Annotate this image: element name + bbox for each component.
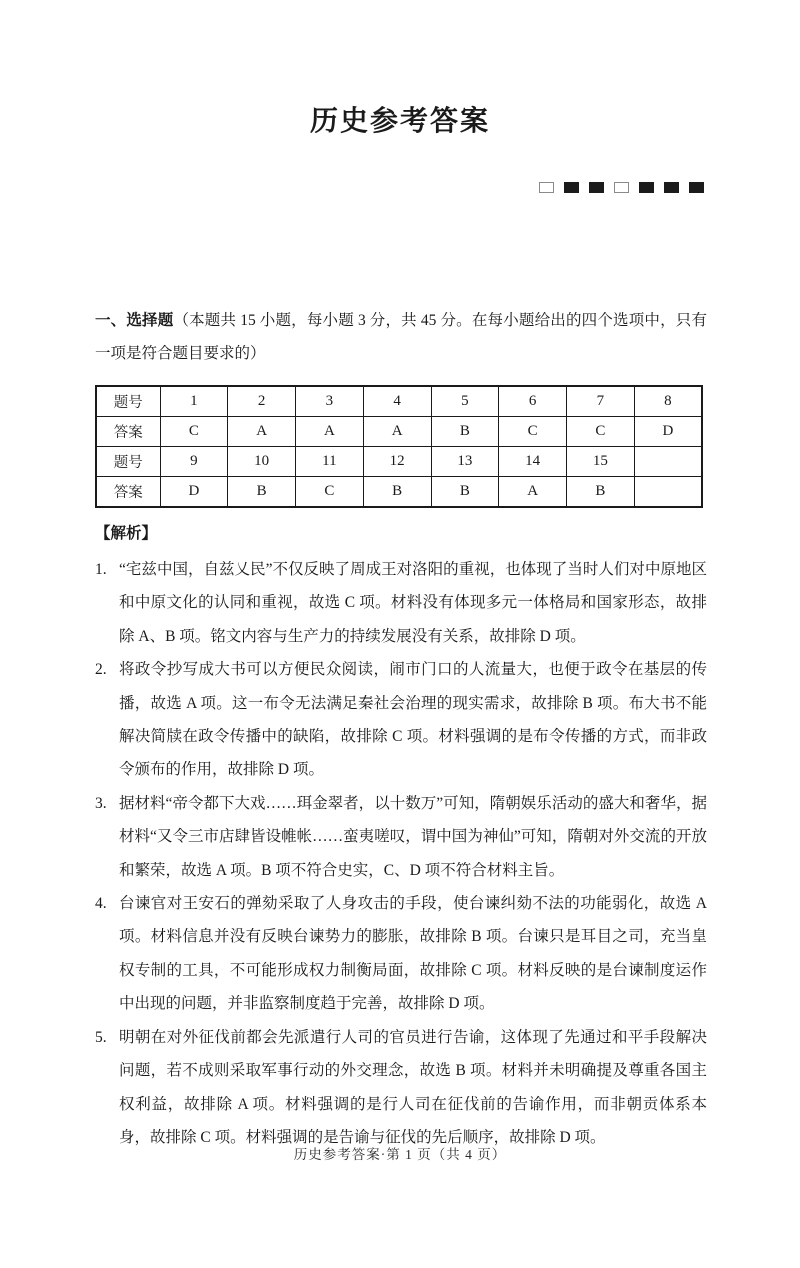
table-cell: B — [363, 477, 431, 508]
analysis-item-text: 台谏官对王安石的弹劾采取了人身攻击的手段，使台谏纠劾不法的功能弱化，故选 A 项。材料信息并没有反映台谏势力的膨胀，故排除 B 项。台谏只是耳目之司，充当皇权专制的工具，不可能形成权力制衡局面，故排除 C 项。材料反映的是台谏制度运作中出现的问题，并非监察制度趋于完善，故排除 D 项。 — [119, 895, 707, 1013]
table-row — [96, 417, 702, 447]
table-cell: C — [296, 477, 364, 508]
table-cell: D — [634, 417, 702, 447]
analysis-items — [95, 553, 707, 1154]
analysis-item-text: “宅兹中国，自兹乂民”不仅反映了周成王对洛阳的重视，也体现了当时人们对中原地区和中原文化的认同和重视，故选 C 项。材料没有体现多元一体格局和国家形态，故排除 A、B 项。铭文内容与生产力的持续发展没有关系，故排除 D 项。 — [119, 561, 707, 645]
analysis-item — [95, 787, 707, 887]
row-label: 答案 — [96, 417, 160, 447]
analysis-label: 【解析】 — [95, 525, 158, 542]
section-heading-bold: 一、选择题 — [95, 311, 174, 329]
analysis-item — [95, 553, 707, 653]
analysis-item-number: 3. — [95, 794, 107, 812]
table-cell: 4 — [363, 386, 431, 417]
table-cell: B — [431, 417, 499, 447]
answer-table — [95, 385, 703, 508]
analysis-item-number: 2. — [95, 661, 107, 679]
registration-mark — [689, 182, 704, 193]
table-cell: C — [160, 417, 228, 447]
table-cell: D — [160, 477, 228, 508]
section-heading-rest: （本题共 15 小题，每小题 3 分，共 45 分。在每小题给出的四个选项中，只有一项是符合题目要求的） — [95, 311, 707, 362]
table-cell: C — [567, 417, 635, 447]
table-cell: 12 — [363, 447, 431, 477]
table-cell: 6 — [499, 386, 567, 417]
registration-mark — [664, 182, 679, 193]
table-cell: A — [499, 477, 567, 508]
analysis-item-number: 5. — [95, 1028, 107, 1046]
table-cell: 15 — [567, 447, 635, 477]
row-label: 答案 — [96, 477, 160, 508]
registration-marks — [539, 182, 704, 193]
table-cell: 14 — [499, 447, 567, 477]
table-cell: 5 — [431, 386, 499, 417]
row-label: 题号 — [96, 447, 160, 477]
table-cell: 1 — [160, 386, 228, 417]
page-content — [95, 288, 707, 1154]
table-cell: 9 — [160, 447, 228, 477]
section-heading — [95, 304, 707, 370]
table-cell: C — [499, 417, 567, 447]
table-cell — [634, 477, 702, 508]
page-title: 历史参考答案 — [309, 106, 490, 137]
table-cell: 8 — [634, 386, 702, 417]
table-row — [96, 386, 702, 417]
analysis-item-number: 4. — [95, 895, 107, 913]
table-row — [96, 447, 702, 477]
table-row — [96, 477, 702, 508]
analysis-item — [95, 1021, 707, 1155]
table-cell: 10 — [228, 447, 296, 477]
registration-mark — [614, 182, 629, 193]
table-cell: 2 — [228, 386, 296, 417]
registration-mark — [564, 182, 579, 193]
analysis-item-text: 明朝在对外征伐前都会先派遣行人司的官员进行告谕，这体现了先通过和平手段解决问题，若不成则采取军事行动的外交理念，故选 B 项。材料并未明确提及尊重各国主权利益，故排除 A 项。材料强调的是行人司在征伐前的告谕作用，而非朝贡体系本身，故排除 C 项。材料强调的是告谕与征伐的先后顺序，故排除 D 项。 — [119, 1028, 707, 1146]
table-cell: 13 — [431, 447, 499, 477]
row-label: 题号 — [96, 386, 160, 417]
analysis-item — [95, 653, 707, 787]
analysis-item — [95, 887, 707, 1021]
table-cell: A — [296, 417, 364, 447]
analysis-item-text: 将政令抄写成大书可以方便民众阅读，闹市门口的人流量大，也便于政令在基层的传播，故选 A 项。这一布令无法满足秦社会治理的现实需求，故排除 B 项。布大书不能解决简牍在政令传播中的缺陷，故排除 C 项。材料强调的是布令传播的方式，而非政令颁布的作用，故排除 D 项。 — [119, 661, 707, 779]
table-cell: 3 — [296, 386, 364, 417]
table-cell: A — [363, 417, 431, 447]
registration-mark — [589, 182, 604, 193]
registration-mark — [639, 182, 654, 193]
table-cell: A — [228, 417, 296, 447]
table-cell: B — [567, 477, 635, 508]
analysis-item-text: 据材料“帝令都下大戏……珥金翠者，以十数万”可知，隋朝娱乐活动的盛大和奢华，据材料“又令三市店肆皆设帷帐……蛮夷嗟叹，谓中国为神仙”可知，隋朝对外交流的开放和繁荣，故选 A 项。B 项不符合史实，C、D 项不符合材料主旨。 — [119, 794, 707, 879]
registration-mark — [539, 182, 554, 193]
table-cell: B — [228, 477, 296, 508]
table-cell: 11 — [296, 447, 364, 477]
table-cell: B — [431, 477, 499, 508]
table-cell — [634, 447, 702, 477]
page-footer: 历史参考答案·第 1 页（共 4 页） — [293, 1147, 507, 1162]
analysis-item-number: 1. — [95, 561, 107, 578]
table-cell: 7 — [567, 386, 635, 417]
